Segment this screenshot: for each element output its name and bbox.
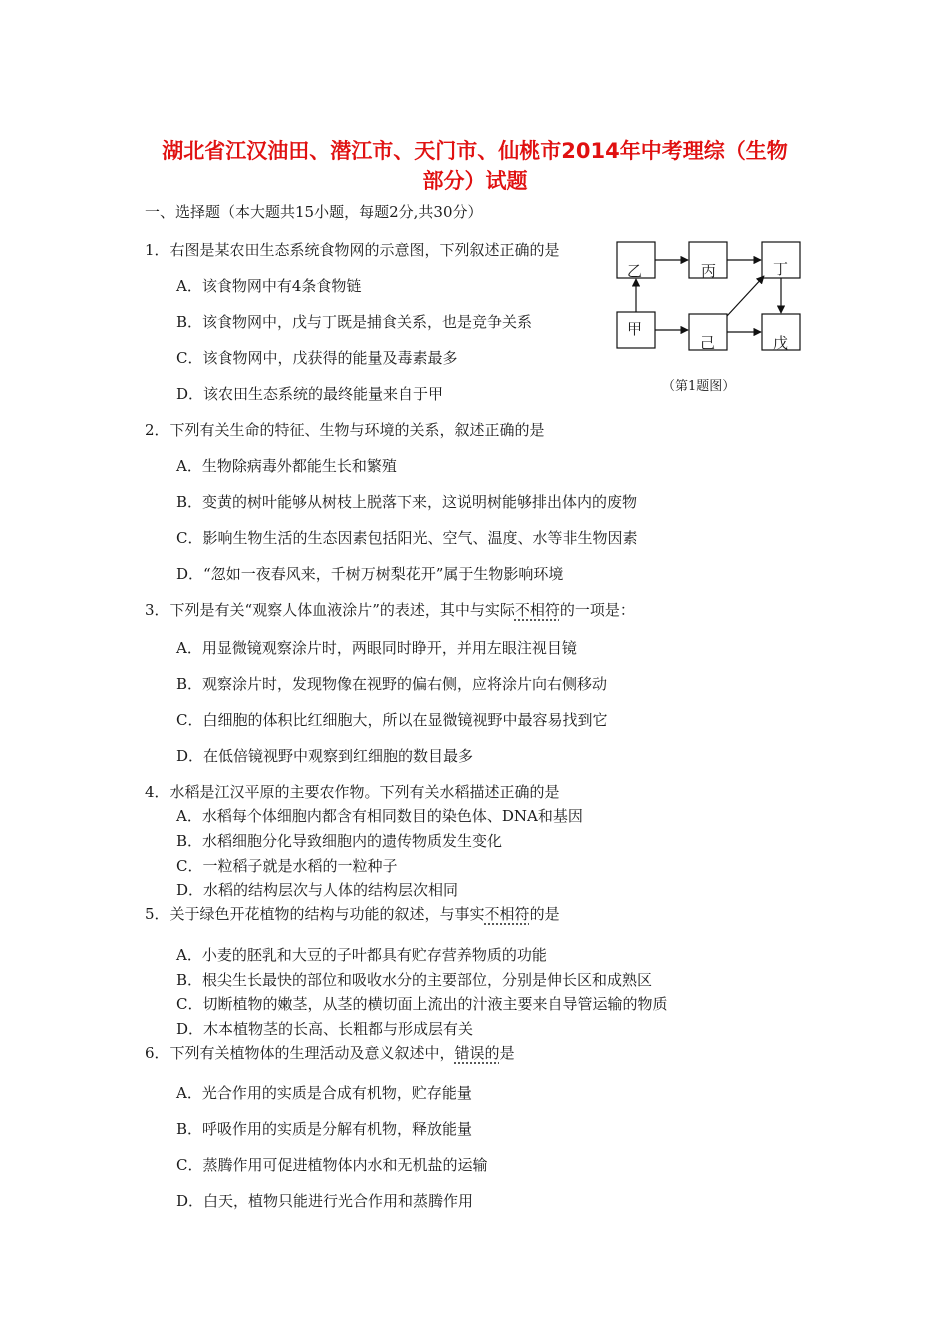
question-3-stem	[145, 600, 635, 620]
question-1-stem: 1．右图是某农田生态系统食物网的示意图，下列叙述正确的是	[145, 241, 560, 259]
question-3-stem-end: 的一项是：	[559, 601, 635, 619]
question-5-stem-end: 的是	[529, 905, 560, 923]
label-yi: 乙	[627, 262, 643, 280]
question-3-stem-start: 3．下列是有关“观察人体血液涂片”的表述，其中与实际	[145, 601, 515, 619]
label-ding: 丁	[773, 260, 789, 278]
question-4-stem: 4．水稻是江汉平原的主要农作物。下列有关水稻描述正确的是	[145, 783, 560, 801]
label-bing: 丙	[701, 262, 717, 280]
page-title	[140, 136, 810, 196]
question-3-option-c: C．白细胞的体积比红细胞大，所以在显微镜视野中最容易找到它	[176, 711, 608, 729]
question-1-option-d: D．该农田生态系统的最终能量来自于甲	[176, 385, 444, 403]
food-web-diagram	[612, 240, 812, 352]
question-1-option-b: B．该食物网中，戊与丁既是捕食关系，也是竞争关系	[176, 313, 533, 331]
label-ji: 己	[700, 334, 716, 352]
question-2-option-b: B．变黄的树叶能够从树枝上脱落下来，这说明树能够排出体内的废物	[176, 493, 638, 511]
question-1-option-c: C．该食物网中，戊获得的能量及毒素最多	[176, 349, 458, 367]
question-6-option-a: A．光合作用的实质是合成有机物，贮存能量	[176, 1084, 472, 1102]
title-line-2: 部分）试题	[422, 169, 528, 193]
question-2-option-a: A．生物除病毒外都能生长和繁殖	[176, 457, 397, 475]
question-6-option-d: D．白天，植物只能进行光合作用和蒸腾作用	[176, 1192, 474, 1210]
question-3-emphasis: 不相符	[514, 601, 560, 619]
question-4-option-c: C．一粒稻子就是水稻的一粒种子	[176, 857, 398, 875]
question-6-option-c: C．蒸腾作用可促进植物体内水和无机盐的运输	[176, 1156, 488, 1174]
question-6-stem-start: 6．下列有关植物体的生理活动及意义叙述中，	[145, 1044, 455, 1062]
arrow-ji-to-ding	[727, 276, 764, 316]
question-4-option-d: D．水稻的结构层次与人体的结构层次相同	[176, 881, 459, 899]
question-4-option-b: B．水稻细胞分化导致细胞内的遗传物质发生变化	[176, 832, 503, 850]
question-5-option-c: C．切断植物的嫩茎，从茎的横切面上流出的汁液主要来自导管运输的物质	[176, 995, 668, 1013]
question-2-option-c: C．影响生物生活的生态因素包括阳光、空气、温度、水等非生物因素	[176, 529, 638, 547]
section-heading: 一、选择题（本大题共15小题，每题2分,共30分）	[145, 203, 483, 221]
question-5-option-a: A．小麦的胚乳和大豆的子叶都具有贮存营养物质的功能	[176, 946, 547, 964]
question-5-option-b: B．根尖生长最快的部位和吸收水分的主要部位，分别是伸长区和成熟区	[176, 971, 653, 989]
question-3-option-b: B．观察涂片时，发现物像在视野的偏右侧，应将涂片向右侧移动	[176, 675, 608, 693]
question-6-stem-end: 是	[499, 1044, 515, 1062]
question-1-option-a: A．该食物网中有4条食物链	[176, 277, 362, 295]
question-4-option-a: A．水稻每个体细胞内都含有相同数目的染色体、DNA和基因	[176, 807, 583, 825]
question-5-option-d: D．木本植物茎的长高、长粗都与形成层有关	[176, 1020, 474, 1038]
question-2-option-d: D．“忽如一夜春风来，千树万树梨花开”属于生物影响环境	[176, 565, 564, 583]
label-jia: 甲	[627, 320, 643, 338]
title-line-1: 湖北省江汉油田、潜江市、天门市、仙桃市2014年中考理综（生物	[162, 139, 788, 163]
question-6-emphasis: 错误的	[454, 1044, 500, 1062]
label-wu: 戊	[773, 334, 789, 352]
question-5-emphasis: 不相符	[484, 905, 530, 923]
question-6-option-b: B．呼吸作用的实质是分解有机物，释放能量	[176, 1120, 473, 1138]
question-6-stem	[145, 1043, 515, 1063]
question-5-stem-start: 5．关于绿色开花植物的结构与功能的叙述，与事实	[145, 905, 485, 923]
question-2-stem: 2．下列有关生命的特征、生物与环境的关系，叙述正确的是	[145, 421, 545, 439]
figure-1-caption: （第1题图）	[662, 379, 736, 394]
question-3-option-d: D．在低倍镜视野中观察到红细胞的数目最多	[176, 747, 474, 765]
question-5-stem	[145, 904, 560, 924]
question-3-option-a: A．用显微镜观察涂片时，两眼同时睁开，并用左眼注视目镜	[176, 639, 577, 657]
